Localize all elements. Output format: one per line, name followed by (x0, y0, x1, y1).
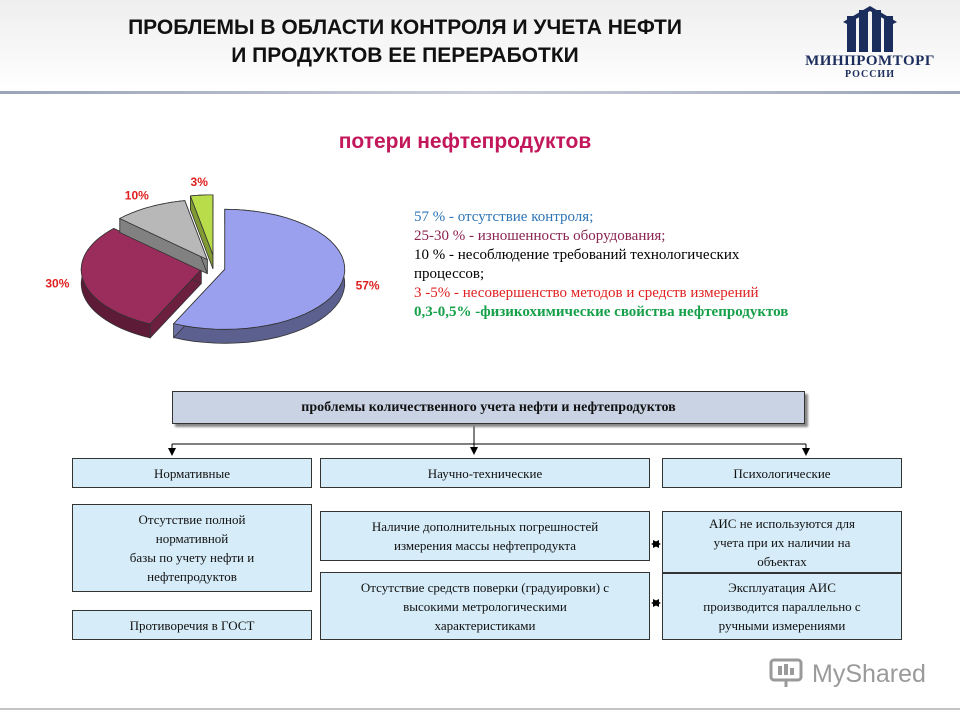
psychological-item-1-line: АИС не используются для (709, 515, 855, 531)
legend-item: 3 -5% - несовершенство методов и средств измерений (414, 285, 759, 301)
logo-subtext: РОССИИ (845, 69, 895, 80)
category-psychological-label: Психологические (733, 465, 831, 481)
pie-chart (40, 175, 400, 360)
logo-emblem-icon (795, 6, 945, 54)
technical-item-2-line: Отсутствие средств поверки (градуировки) с (360, 579, 610, 595)
normative-item-1-line: нефтепродуктов (147, 569, 237, 584)
psychological-item-2-line: ручными измерениями (718, 618, 846, 633)
title-line-2: И ПРОДУКТОВ ЕЕ ПЕРЕРАБОТКИ (231, 44, 579, 67)
footer-divider (0, 708, 960, 710)
main-problem-box (172, 391, 805, 424)
technical-item-1-line: Наличие дополнительных погрешностей (371, 519, 599, 534)
category-technical-label: Научно-технические (427, 465, 543, 481)
psychological-item-2 (662, 573, 902, 640)
legend-item: 10 % - несоблюдение требований технологических (414, 247, 740, 263)
psychological-item-1 (662, 511, 902, 573)
psychological-item-1-line: учета при их наличии на (713, 534, 851, 550)
technical-item-2-line: высокими метрологическими (403, 598, 567, 614)
legend-item: 25-30 % - изношенность оборудования; (414, 228, 666, 244)
normative-item-2-label: Противоречия в ГОСТ (129, 617, 255, 633)
category-psychological (662, 458, 902, 488)
psychological-item-2-line: производится параллельно с (703, 599, 861, 614)
page-title (40, 14, 770, 70)
normative-item-2 (72, 610, 312, 640)
main-problem-label: проблемы количественного учета нефти и нефтепродуктов (301, 400, 676, 415)
watermark-text: MyShared (812, 660, 926, 688)
pie-label-2: 30% (45, 276, 70, 291)
pie-label-1: 57% (355, 278, 380, 293)
chart-legend (414, 208, 914, 322)
pie-label-4: 3% (190, 175, 208, 189)
normative-item-1-line: базы по учету нефти и (129, 550, 255, 565)
minpromtorg-logo (795, 6, 945, 82)
normative-item-1-line: Отсутствие полной (138, 512, 246, 527)
technical-item-1 (320, 511, 650, 561)
technical-item-2-line: характеристиками (434, 617, 536, 633)
technical-item-2 (320, 572, 650, 640)
normative-item-1 (72, 504, 312, 592)
category-normative-label: Нормативные (153, 465, 230, 481)
title-line-1: ПРОБЛЕМЫ В ОБЛАСТИ КОНТРОЛЯ И УЧЕТА НЕФТИ (128, 16, 682, 39)
chart-title: потери нефтепродуктов (338, 130, 592, 153)
watermark (768, 655, 938, 695)
legend-item: 57 % - отсутствие контроля; (414, 209, 594, 225)
category-normative (72, 458, 312, 488)
normative-item-1-line: нормативной (155, 531, 229, 546)
logo-text: МИНПРОМТОРГ (805, 53, 935, 69)
psychological-item-1-line: объектах (757, 553, 807, 569)
category-technical (320, 458, 650, 488)
legend-item: процессов; (414, 266, 485, 282)
legend-item: 0,3-0,5% -физикохимические свойства нефтепродуктов (414, 304, 789, 320)
header-divider (0, 91, 960, 94)
presentation-icon (768, 655, 808, 689)
psychological-item-2-line: Эксплуатация АИС (728, 580, 836, 595)
pie-label-3: 10% (124, 188, 149, 203)
technical-item-1-line: измерения массы нефтепродукта (394, 538, 576, 553)
